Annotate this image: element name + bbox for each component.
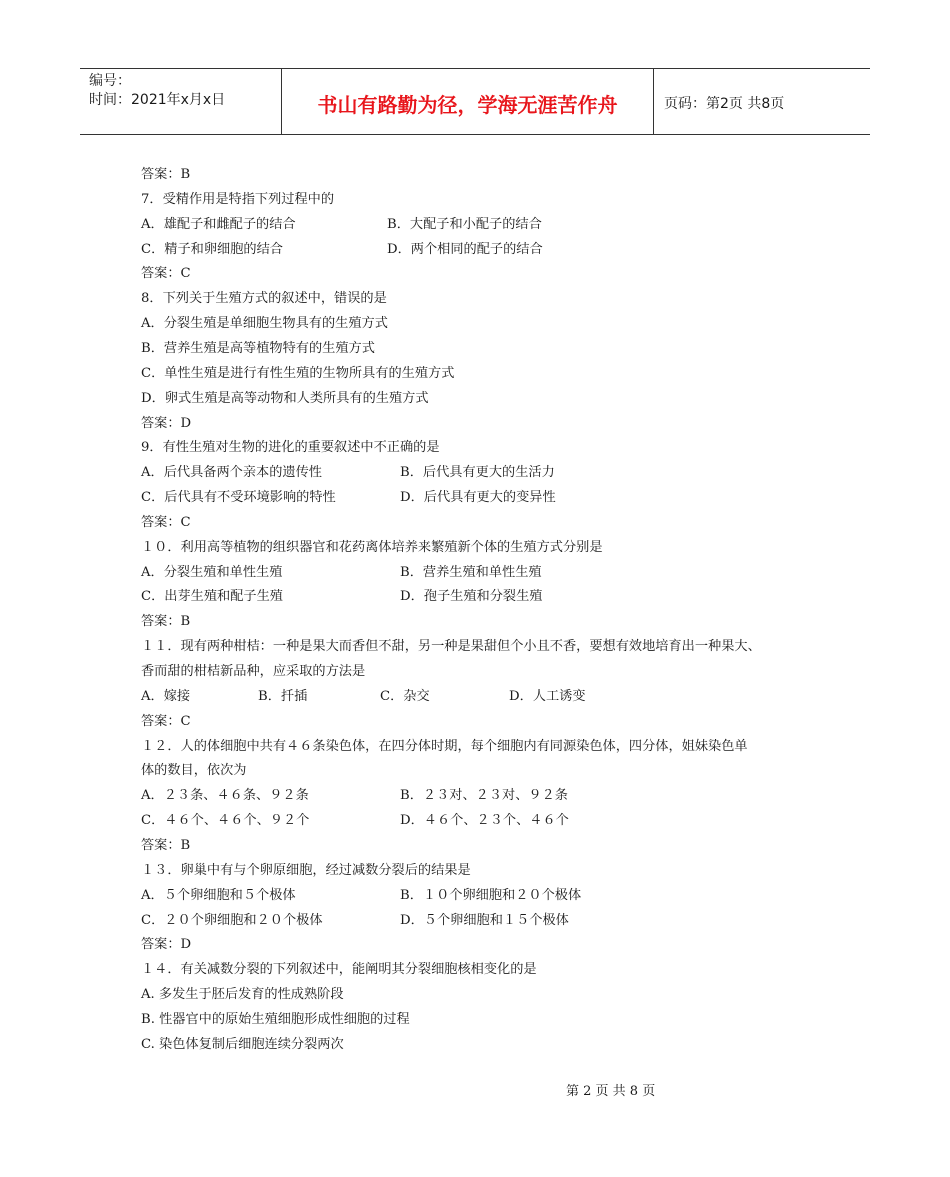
option-text: B．１０个卵细胞和２０个极体	[400, 888, 582, 903]
text-line: １２．人的体细胞中共有４６条染色体，在四分体时期，每个细胞内有同源染色体，四分体，姐妹染色单	[141, 739, 748, 754]
text-line: 9．有性生殖对生物的进化的重要叙述中不正确的是	[141, 440, 440, 455]
option-text: D．４６个、２３个、４６个	[400, 813, 569, 828]
text-line: A．雄配子和雌配子的结合	[141, 217, 296, 232]
page-header	[80, 68, 870, 135]
option-text: B．２３对、２３对、９２条	[400, 788, 568, 803]
text-line: 8．下列关于生殖方式的叙述中，错误的是	[141, 291, 387, 306]
text-line: A．５个卵细胞和５个极体	[141, 888, 296, 903]
text-line: C．单性生殖是进行有性生殖的生物所具有的生殖方式	[141, 366, 455, 381]
text-line: １４．有关减数分裂的下列叙述中，能阐明其分裂细胞核相变化的是	[141, 962, 537, 977]
text-line: 体的数目，依次为	[141, 763, 247, 778]
answer-line: 答案：D	[141, 416, 192, 431]
text-line: １１．现有两种柑桔：一种是果大而香但不甜，另一种是果甜但个小且不香，要想有效地培育出一种果大、	[141, 639, 761, 654]
header-motto: 书山有路勤为径，学海无涯苦作舟	[282, 69, 654, 134]
text-line: A．分裂生殖是单细胞生物具有的生殖方式	[141, 316, 388, 331]
header-meta	[80, 69, 282, 134]
option-text: D．两个相同的配子的结合	[387, 242, 543, 257]
option-text: D．孢子生殖和分裂生殖	[400, 589, 543, 604]
text-line: A．嫁接	[141, 689, 191, 704]
text-line: B．营养生殖是高等植物特有的生殖方式	[141, 341, 375, 356]
option-text: B．后代具有更大的生活力	[400, 465, 555, 480]
text-line: A．分裂生殖和单性生殖	[141, 565, 283, 580]
answer-line: 答案：C	[141, 266, 191, 281]
text-line: B. 性器官中的原始生殖细胞形成性细胞的过程	[141, 1012, 410, 1027]
header-number-label: 编号：	[89, 73, 131, 89]
answer-line: 答案：C	[141, 714, 191, 729]
answer-line: 答案：B	[141, 838, 191, 853]
text-line: C．后代具有不受环境影响的特性	[141, 490, 336, 505]
option-text: C．杂交	[380, 689, 430, 704]
text-line: １０．利用高等植物的组织器官和花药离体培养来繁殖新个体的生殖方式分别是	[141, 540, 603, 555]
option-text: B．营养生殖和单性生殖	[400, 565, 542, 580]
option-text: B．扦插	[258, 689, 308, 704]
text-line: A. 多发生于胚后发育的性成熟阶段	[141, 987, 344, 1002]
answer-line: 答案：C	[141, 515, 191, 530]
header-page-info: 页码：第2页 共8页	[664, 96, 785, 112]
text-line: D．卵式生殖是高等动物和人类所具有的生殖方式	[141, 391, 429, 406]
text-line: C．２０个卵细胞和２０个极体	[141, 913, 323, 928]
header-time-label: 时间：2021年x月x日	[89, 92, 226, 108]
text-line: １３．卵巢中有与个卵原细胞，经过减数分裂后的结果是	[141, 863, 471, 878]
option-text: D．后代具有更大的变异性	[400, 490, 556, 505]
text-line: C. 染色体复制后细胞连续分裂两次	[141, 1037, 344, 1052]
text-line: C．４６个、４６个、９２个	[141, 813, 310, 828]
text-line: C．出芽生殖和配子生殖	[141, 589, 283, 604]
text-line: 香而甜的柑桔新品种，应采取的方法是	[141, 664, 366, 679]
text-line: A．后代具备两个亲本的遗传性	[141, 465, 322, 480]
text-line: A．２３条、４６条、９２条	[141, 788, 309, 803]
answer-line: 答案：B	[141, 167, 191, 182]
answer-line: 答案：D	[141, 937, 192, 952]
answer-line: 答案：B	[141, 614, 191, 629]
option-text: D．人工诱变	[509, 689, 586, 704]
text-line: 7．受精作用是特指下列过程中的	[141, 192, 335, 207]
text-line: C．精子和卵细胞的结合	[141, 242, 283, 257]
option-text: D．５个卵细胞和１５个极体	[400, 913, 569, 928]
footer-page-number: 第 2 页 共 8 页	[566, 1084, 656, 1099]
option-text: B．大配子和小配子的结合	[387, 217, 542, 232]
